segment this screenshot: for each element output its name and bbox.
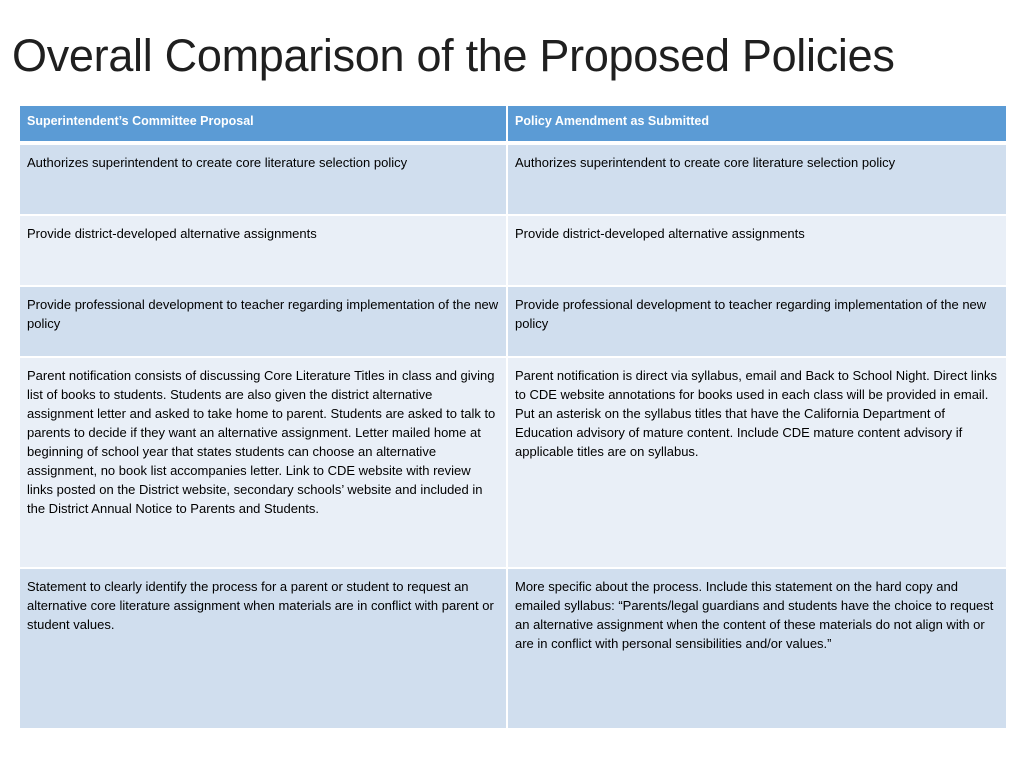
comparison-table bbox=[18, 104, 1008, 730]
cell-committee-proposal: Provide district-developed alternative assignments bbox=[19, 215, 507, 286]
table-row bbox=[19, 286, 1007, 357]
cell-committee-proposal: Parent notification consists of discussing Core Literature Titles in class and giving list of books to students. Students are also given the district alternative assignment letter and asked to take home to parent. Students are asked to talk to parents to decide if they want an alternative assignment. Letter mailed home at beginning of school year that states students can choose an alternative assignment, no book list accompanies letter. Link to CDE website with review links posted on the District website, secondary schools’ website and included in the District Annual Notice to Parents and Students. bbox=[19, 357, 507, 568]
header-committee-proposal: Superintendent’s Committee Proposal bbox=[19, 105, 507, 143]
table-row bbox=[19, 568, 1007, 729]
table-row bbox=[19, 215, 1007, 286]
cell-policy-amendment: Provide professional development to teacher regarding implementation of the new policy bbox=[507, 286, 1007, 357]
cell-committee-proposal: Authorizes superintendent to create core literature selection policy bbox=[19, 143, 507, 215]
cell-policy-amendment: Parent notification is direct via syllabus, email and Back to School Night. Direct links to CDE website annotations for books used in each class will be provided in email. Put an asterisk on the syllabus titles that have the California Department of Education advisory of mature content. Include CDE mature content advisory if applicable titles are on syllabus. bbox=[507, 357, 1007, 568]
cell-policy-amendment: Authorizes superintendent to create core literature selection policy bbox=[507, 143, 1007, 215]
cell-policy-amendment: More specific about the process. Include this statement on the hard copy and emailed syllabus: “Parents/legal guardians and students have the choice to request an alternative assignment when the content of these materials do not align with or are in conflict with personal sensibilities and/or values.” bbox=[507, 568, 1007, 729]
table-row bbox=[19, 143, 1007, 215]
table-row bbox=[19, 357, 1007, 568]
table-header-row bbox=[19, 105, 1007, 143]
slide-title: Overall Comparison of the Proposed Policies bbox=[12, 30, 895, 81]
cell-policy-amendment: Provide district-developed alternative assignments bbox=[507, 215, 1007, 286]
cell-committee-proposal: Statement to clearly identify the process for a parent or student to request an alternative core literature assignment when materials are in conflict with parent or student values. bbox=[19, 568, 507, 729]
cell-committee-proposal: Provide professional development to teacher regarding implementation of the new policy bbox=[19, 286, 507, 357]
header-policy-amendment: Policy Amendment as Submitted bbox=[507, 105, 1007, 143]
